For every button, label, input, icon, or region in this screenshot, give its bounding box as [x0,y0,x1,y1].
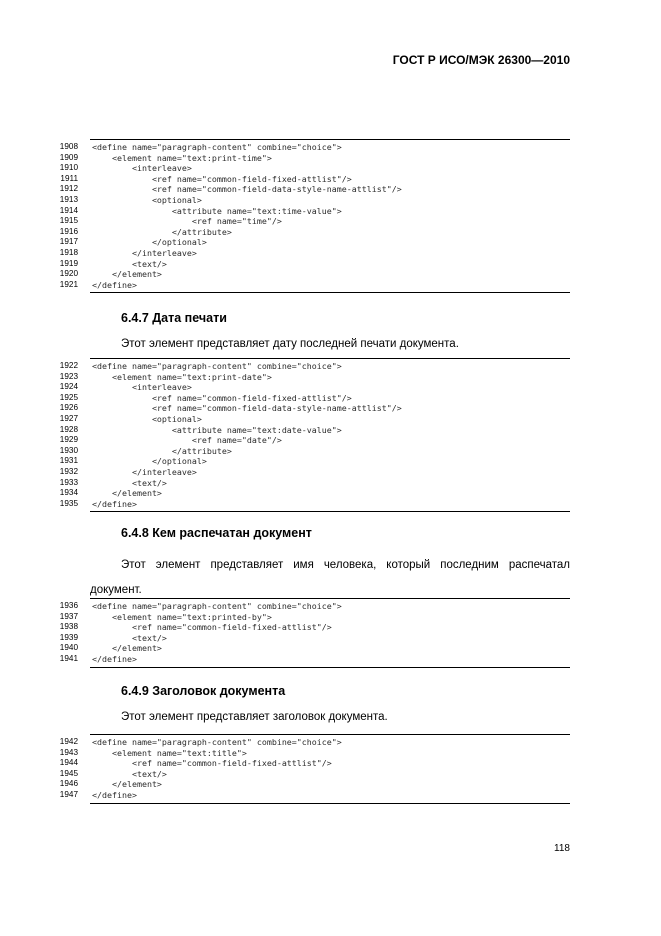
code-block-title [59,734,570,804]
code-line [59,779,570,790]
line-number: 1933 [59,477,78,487]
code-line [59,643,570,654]
line-number: 1914 [59,205,78,215]
line-number: 1913 [59,194,78,204]
code-text: <text/> [92,632,167,643]
code-text: <optional> [92,413,202,424]
line-number: 1921 [59,279,78,289]
code-text: <attribute name="text:time-value"> [92,205,342,216]
code-line [59,279,570,291]
line-number: 1937 [59,611,78,621]
section-text-6-4-9: Этот элемент представляет заголовок документа. [121,711,388,723]
line-number: 1929 [59,435,78,445]
code-line [59,768,570,780]
code-text: <ref name="time"/> [92,216,282,227]
line-number: 1931 [59,456,78,466]
line-number: 1917 [59,237,78,247]
code-text: <element name="text:print-date"> [92,371,272,382]
code-text: </define> [92,279,137,290]
line-number: 1925 [59,392,78,402]
code-text: <ref name="common-field-fixed-attlist"/> [92,392,352,403]
code-text: </element> [92,488,162,499]
line-number: 1947 [59,789,78,799]
section-text-6-4-8-line1: Этот элемент представляет имя человека, который последним распечатал [121,559,570,571]
code-line [59,424,570,436]
code-text: </element> [92,779,162,790]
line-number: 1928 [59,424,78,434]
code-line [59,382,570,393]
code-line [59,758,570,769]
section-heading-6-4-7: 6.4.7 Дата печати [121,311,227,325]
code-line [59,237,570,248]
line-number: 1924 [59,382,78,392]
code-text: <ref name="date"/> [92,435,282,446]
code-line [59,435,570,446]
line-number: 1941 [59,653,78,663]
line-number: 1935 [59,498,78,508]
code-line [59,194,570,206]
code-line [59,622,570,633]
code-text: </define> [92,653,137,664]
code-text: <ref name="common-field-fixed-attlist"/> [92,758,332,769]
line-number: 1909 [59,152,78,162]
code-text: <element name="text:title"> [92,747,247,758]
code-text: <interleave> [92,382,192,393]
line-number: 1938 [59,622,78,632]
document-header: ГОСТ Р ИСО/МЭК 26300—2010 [392,53,570,67]
code-text: </interleave> [92,466,197,477]
code-text: <ref name="common-field-fixed-attlist"/> [92,173,352,184]
code-line [59,392,570,404]
section-heading-6-4-9: 6.4.9 Заголовок документа [121,684,286,698]
line-number: 1912 [59,184,78,194]
line-number: 1940 [59,643,78,653]
code-line [59,184,570,195]
code-text: <text/> [92,258,167,269]
line-number: 1923 [59,371,78,381]
code-line [59,477,570,489]
code-line [59,611,570,623]
line-number: 1918 [59,247,78,257]
line-number: 1932 [59,466,78,476]
code-line [59,498,570,510]
code-block-print-time [59,139,570,293]
line-number: 1927 [59,413,78,423]
code-line [59,737,570,748]
line-number: 1944 [59,758,78,768]
code-text: </element> [92,643,162,654]
line-number: 1945 [59,768,78,778]
code-line [59,152,570,164]
section-text-6-4-7: Этот элемент представляет дату последней печати документа. [121,338,459,350]
code-block-print-date [59,358,570,512]
code-text: <ref name="common-field-data-style-name-attlist"/> [92,184,402,195]
line-number: 1915 [59,216,78,226]
code-line [59,445,570,457]
line-number: 1922 [59,361,78,370]
line-number: 1910 [59,163,78,173]
code-line [59,226,570,238]
code-text: </define> [92,789,137,800]
section-text-6-4-8 [90,553,570,603]
section-heading-6-4-8: 6.4.8 Кем распечатан документ [121,526,312,540]
code-text: <element name="text:print-time"> [92,152,272,163]
line-number: 1916 [59,226,78,236]
code-text: <define name="paragraph-content" combine="choice"> [92,142,342,152]
code-line [60,173,570,185]
code-text: <ref name="common-field-data-style-name-attlist"/> [92,403,402,414]
line-number: 1920 [59,269,78,279]
page-number: 118 [554,843,570,854]
code-text: <optional> [92,194,202,205]
code-text: <define name="paragraph-content" combine="choice"> [92,361,342,371]
code-line [59,371,570,383]
code-line [59,632,570,644]
line-number: 1946 [59,779,78,789]
code-text: </define> [92,498,137,509]
line-number: 1939 [59,632,78,642]
code-line [59,747,570,759]
code-line [59,205,570,217]
code-line [59,601,570,612]
line-number: 1934 [59,488,78,498]
line-number: 1942 [59,737,78,746]
code-line [59,269,570,280]
code-line [59,258,570,270]
code-line [59,488,570,499]
code-text: <text/> [92,768,167,779]
code-line [59,163,570,174]
code-text: <text/> [92,477,167,488]
line-number: 1936 [59,601,78,610]
code-line [59,456,570,467]
line-number: 1943 [59,747,78,757]
code-text: </element> [92,269,162,280]
code-line [59,216,570,227]
code-line [59,413,570,425]
code-text: </optional> [92,237,207,248]
line-number: 1930 [59,445,78,455]
code-text: <define name="paragraph-content" combine="choice"> [92,737,342,747]
line-number: 1908 [59,142,78,151]
code-line [59,403,570,414]
code-line [59,653,570,665]
code-text: <element name="text:printed-by"> [92,611,272,622]
code-text: <ref name="common-field-fixed-attlist"/> [92,622,332,633]
code-text: <attribute name="text:date-value"> [92,424,342,435]
code-line [59,789,570,801]
section-text-6-4-8-line2: документ. [90,584,142,596]
code-text: <define name="paragraph-content" combine="choice"> [92,601,342,611]
code-text: </optional> [92,456,207,467]
line-number: 1919 [59,258,78,268]
line-number: 1926 [59,403,78,413]
code-line [59,142,570,153]
code-text: <interleave> [92,163,192,174]
line-number: 1911 [60,173,78,183]
code-block-printed-by [59,598,570,668]
code-line [59,466,570,478]
code-text: </attribute> [92,226,232,237]
code-line [59,361,570,372]
code-text: </interleave> [92,247,197,258]
code-line [59,247,570,259]
code-text: </attribute> [92,445,232,456]
